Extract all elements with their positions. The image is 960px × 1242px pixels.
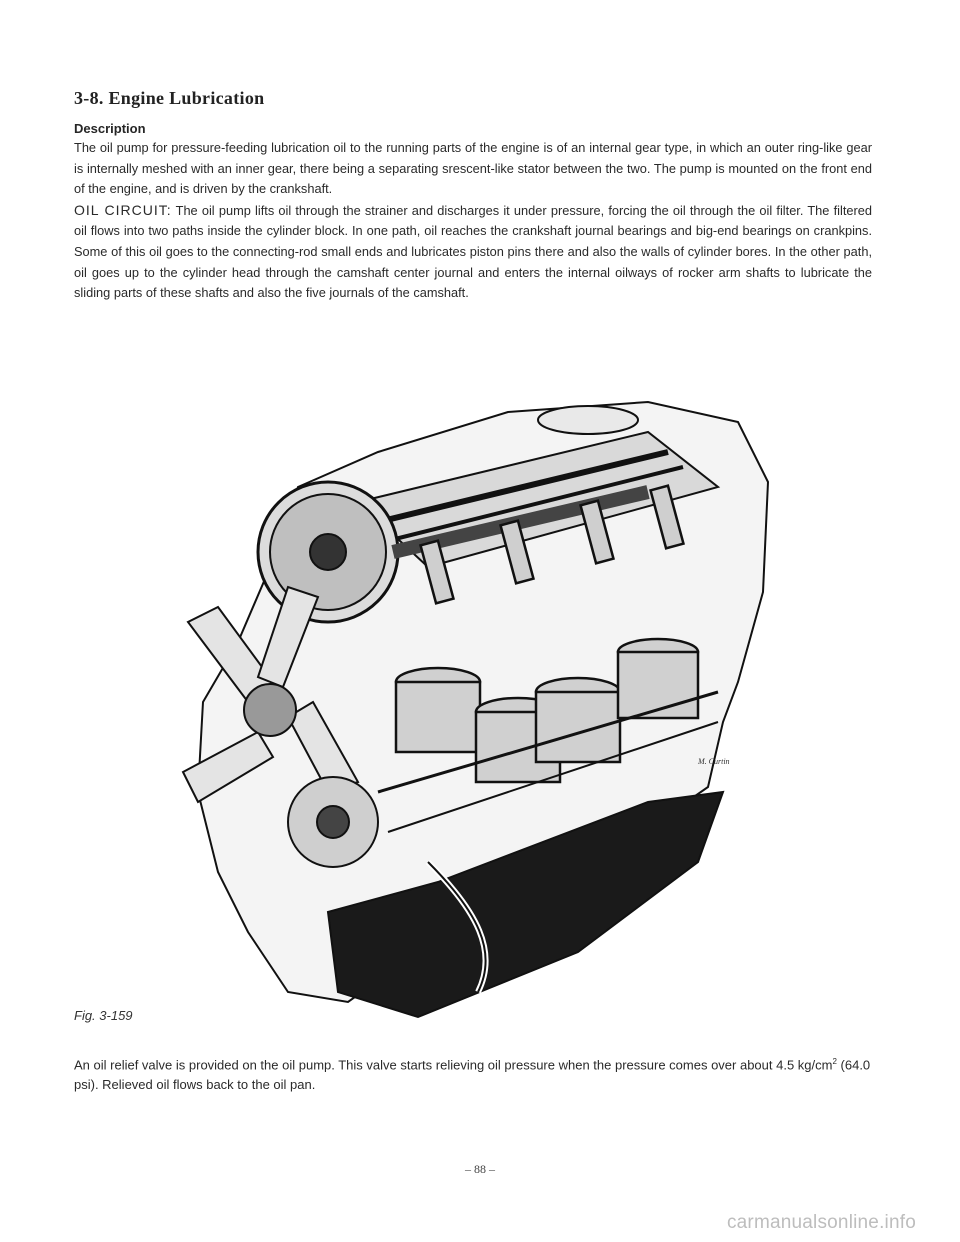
description-heading: Description — [74, 121, 146, 136]
page-number: – 88 – — [465, 1162, 495, 1176]
section-title: 3-8. Engine Lubrication — [74, 88, 265, 108]
figure-caption: Fig. 3-159 — [74, 1008, 133, 1023]
engine-cutaway-illustration — [178, 392, 818, 1032]
description-body — [74, 138, 872, 304]
oil-circuit-label: OIL CIRCUIT: — [74, 201, 172, 218]
site-watermark: carmanualsonline.info — [726, 1212, 916, 1233]
description-paragraph-pump: The oil pump for pressure-feeding lubrication oil to the running parts of the engine is of an internal gear type, in which an outer ring-like gear is internally meshed with an inner gear, there being a separating srescent-like stator between the two. The pump is mounted on the front end of the engine, and is driven by the crankshaft. — [74, 140, 872, 197]
relief-valve-paragraph — [74, 1052, 874, 1095]
relief-valve-text-1: An oil relief valve is provided on the oil pump. This valve starts relieving oil pressure when the pressure comes over about 4.5 kg/cm — [74, 1057, 833, 1073]
relief-valve-text-2: (64.0 psi). Relieved oil flows back to the oil pan. — [74, 1057, 871, 1093]
oil-circuit-paragraph — [74, 200, 872, 304]
relief-valve-superscript: 2 — [832, 1057, 837, 1066]
illustrator-signature: M. Curtin — [698, 757, 730, 766]
oil-circuit-text: The oil pump lifts oil through the strainer and discharges it under pressure, forcing the oil through the oil filter. The filtered oil flows into two paths inside the cylinder block. In one path, oil reaches the crankshaft journal bearings and big-end bearings on crankpins. Some of this oil goes to the connecting-rod small ends and lubricates piston pins there and also the walls of cylinder bores. In the other path, oil goes up to the cylinder head through the camshaft center journal and enters the internal oilways of rocker arm shafts to lubricate the sliding parts of these shafts and also the five journals of the camshaft. — [74, 202, 872, 301]
